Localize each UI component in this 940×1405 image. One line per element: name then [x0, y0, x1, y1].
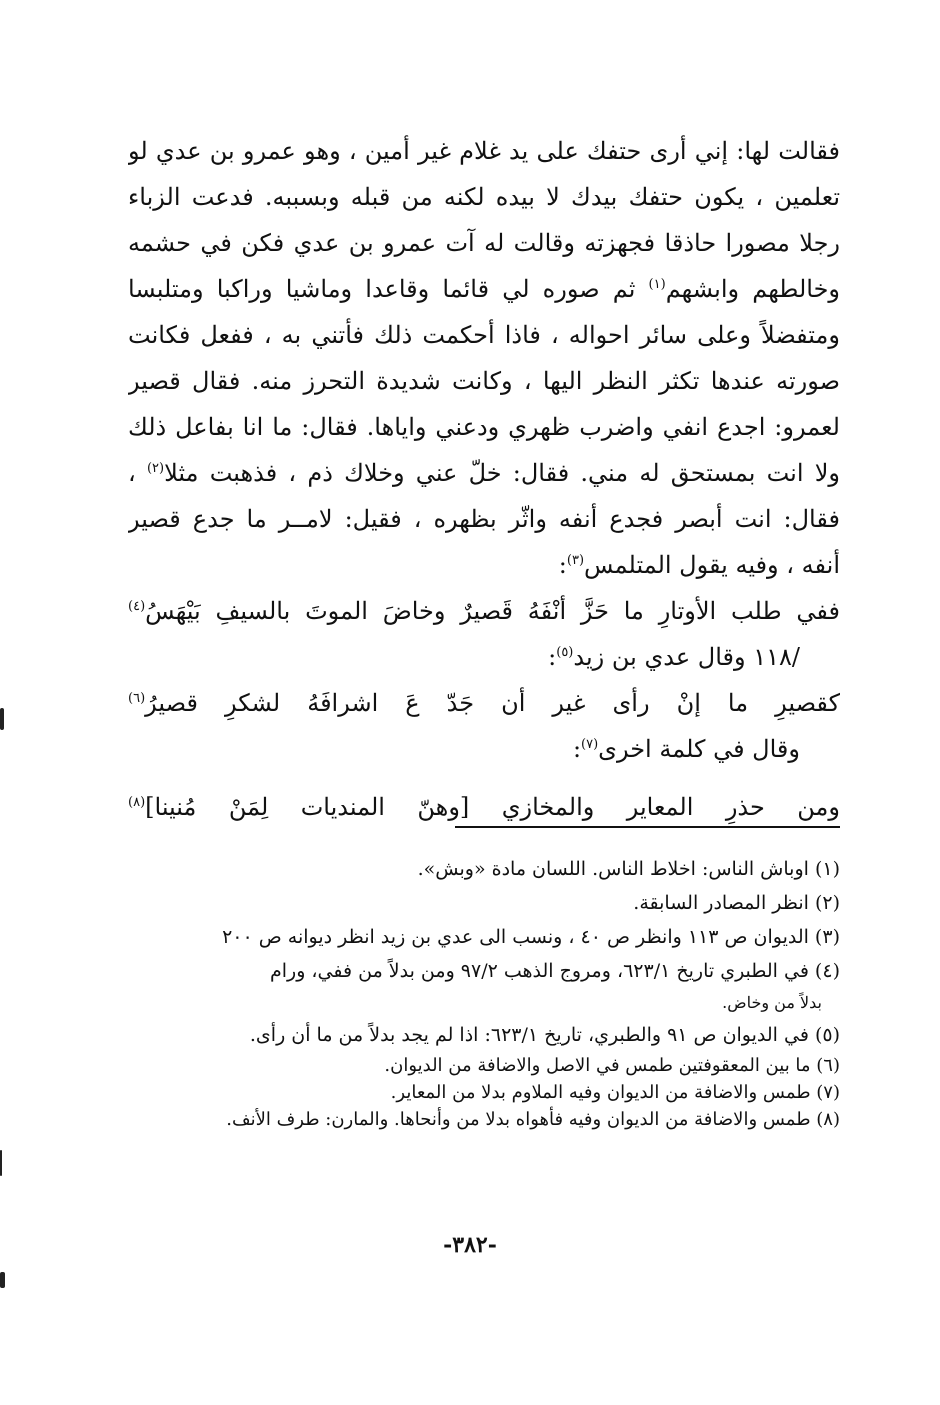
verse-2-intro-text: /١١٨ وقال عدي بن زيد	[573, 643, 800, 671]
verse-3-intro	[128, 726, 840, 772]
footnote-8: (٨) طمس والاضافة من الديوان وفيه فأهواه بدلا من وأنحاها. والمارن: طرف الأنف.	[226, 1109, 840, 1130]
verse-3-text: ومن حذرِ المعاير والمخازي [وهنّ المنديات لِمَنْ مُنينا]	[145, 793, 840, 821]
footnote-6: (٦) ما بين المعقوفتين طمس في الاصل والاضافة من الديوان.	[384, 1055, 840, 1076]
footnote-ref-4: (٤)	[128, 599, 146, 614]
verse-1	[128, 588, 840, 634]
verse-1-text: ففي طلب الأوتارِ ما حَزَّ أنْفَهُ قَصيرٌ وخاضَ الموتَ بالسيفِ بَيْهَسُ	[145, 597, 840, 625]
verse-2	[128, 680, 840, 726]
footnote-7: (٧) طمس والاضافة من الديوان وفيه الملاوم بدلا من المعاير.	[390, 1082, 840, 1103]
scan-edge-mark	[0, 708, 4, 730]
footnotes	[150, 852, 840, 1133]
body-line-5: ومتفضلاً وعلى سائر احواله ، فاذا أحكمت ذلك فأتني به ، ففعل فكانت	[128, 321, 840, 349]
body-line-4	[128, 266, 840, 312]
footnote-ref-1: (١)	[648, 277, 666, 292]
verse-2-intro-colon: :	[548, 643, 557, 671]
footnote-3: (٣) الديوان ص ١١٣ وانظر ص ٤٠ ، ونسب الى عدي بن زيد انظر ديوانه ص ٢٠٠	[222, 926, 840, 948]
body-line-8-part-b: ،	[128, 459, 147, 487]
body-line-4-part-a: وخالطهم وابشهم	[665, 275, 840, 303]
footnote-1: (١) اوباش الناس: اخلاط الناس. اللسان مادة «وبش».	[417, 858, 840, 880]
footnote-ref-5: (٥)	[556, 645, 574, 660]
body-line-10	[128, 542, 840, 588]
body-line-7: لعمرو: اجدع انفي واضرب ظهري ودعني واياها. فقال: ما انا بفاعل ذلك	[128, 413, 840, 441]
verse-3	[128, 784, 840, 830]
footnote-4-continuation: بدلاً من وخاض.	[722, 993, 822, 1012]
body-line-6: صورته عندها تكثر النظر اليها ، وكانت شديدة التحرز منه. فقال قصير	[128, 367, 840, 395]
footnote-ref-7: (٧)	[581, 737, 599, 752]
verse-2-intro	[128, 634, 840, 680]
footnote-ref-3: (٣)	[566, 553, 585, 568]
body-line-9: فقال: انت أبصر فجدع أنفه واثّر بظهره ، فقيل: لامــر ما جدع قصير	[128, 505, 840, 533]
body-line-10-part-b: :	[558, 551, 567, 579]
body-line-10-part-a: أنفه ، وفيه يقول المتلمس	[584, 551, 840, 579]
footnote-ref-8: (٨)	[128, 795, 146, 810]
scan-edge-mark	[0, 1272, 5, 1288]
scan-edge-mark	[0, 1150, 2, 1176]
body-line-8-part-a: ولا انت بمستحق له مني. فقال: خلّ عني وخلاك ذم ، فذهبت مثلا	[164, 459, 840, 487]
body-line-3: رجلا مصورا حاذقا فجهزته وقالت له آت عمرو بن عدي فكن في حشمه	[128, 229, 840, 257]
footnote-separator	[455, 826, 840, 828]
body-line-2: تعلمين ، يكون حتفك بيدك لا بيده لكنه من قبله وبسببه. فدعت الزباء	[128, 183, 840, 211]
verse-2-text: كقصيرِ ما إنْ رأى غير أن جَدّ عَ اشرافَهُ لشكرِ قصيرُ	[145, 689, 840, 717]
verse-3-intro-colon: :	[572, 735, 582, 763]
body-text	[128, 128, 840, 830]
footnote-2: (٢) انظر المصادر السابقة.	[633, 892, 840, 914]
footnote-ref-2: (٢)	[146, 461, 165, 476]
footnote-4: (٤) في الطبري تاريخ ٦٢٣/١، ومروج الذهب ٩٧/٢ ومن بدلاً من ففي، ورام	[269, 960, 840, 982]
body-line-1: فقالت لها: إني أرى حتفك على يد غلام غير أمين ، وهو عمرو بن عدي لو	[128, 137, 840, 165]
page-number: -٣٨٢-	[443, 1232, 497, 1258]
body-line-4-part-b: ثم صوره لي قائما وقاعدا وماشيا وراكبا ومتلبسا	[128, 275, 649, 303]
verse-3-intro-text: وقال في كلمة اخرى	[598, 735, 800, 763]
body-line-8	[128, 450, 840, 496]
footnote-5: (٥) في الديوان ص ٩١ والطبري، تاريخ ٦٢٣/١: اذا لم يجد بدلاً من ما أن رأى.	[249, 1024, 840, 1046]
footnote-ref-6: (٦)	[128, 691, 146, 706]
